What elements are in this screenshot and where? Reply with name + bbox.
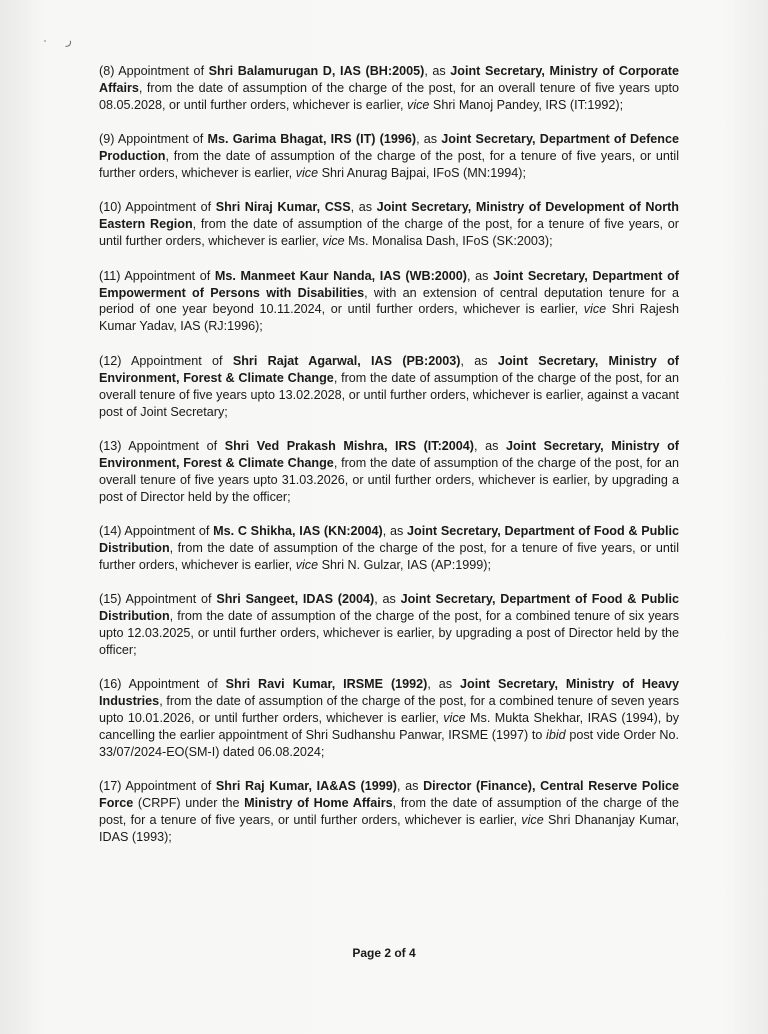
text-run: (11) Appointment of [99, 268, 215, 283]
bold-text: Ms. Garima Bhagat, IRS (IT) (1996) [207, 132, 417, 147]
text-run: , from the date of assumption of the charge of the post, for a combined tenure of six years upto 12.03.2025, or until further orders, whichever is earlier, by upgrading a post of Director held by the officer; [99, 609, 679, 657]
italic-text: vice [322, 234, 345, 249]
italic-text: vice [295, 557, 319, 572]
paragraph-16 [99, 676, 679, 761]
bold-text: Shri Ravi Kumar, IRSME (1992) [225, 677, 428, 692]
italic-text: vice [407, 97, 430, 112]
text-run: , as [382, 524, 408, 539]
text-run: , from the date of assumption of the charge of the post, for a tenure of five years, or until further orders, whichever is earlier, [99, 796, 679, 828]
bold-text: Joint Secretary, Department of Food & Public Distribution [99, 592, 679, 624]
bold-text: Joint Secretary, Department of Food & Public Distribution [99, 524, 679, 555]
text-run: Shri Rajesh Kumar Yadav, IAS (RJ:1996); [99, 302, 679, 334]
paragraph-12 [99, 353, 679, 421]
text-run: (8) Appointment of [99, 64, 209, 78]
bold-text: Ministry of Home Affairs [244, 796, 393, 811]
paragraph-13 [99, 438, 679, 506]
text-run: , as [374, 592, 401, 607]
bold-text: Ms. C Shikha, IAS (KN:2004) [213, 524, 383, 539]
text-run: , as [474, 438, 506, 453]
bold-text: Shri Raj Kumar, IA&AS (1999) [215, 779, 397, 794]
bold-text: Shri Balamurugan D, IAS (BH:2005) [208, 64, 425, 78]
italic-text: ibid [546, 728, 566, 743]
paragraph-9 [99, 131, 679, 182]
bold-text: Joint Secretary, Department of Defence Production [99, 132, 679, 164]
text-run: , as [460, 353, 498, 368]
text-run: Shri Manoj Pandey, IRS (IT:1992); [429, 97, 624, 112]
text-run: (13) Appointment of [99, 438, 225, 453]
paragraph-14 [99, 523, 679, 574]
italic-text: vice [521, 813, 544, 828]
scan-speck [44, 40, 46, 42]
text-run: post vide Order No. 33/07/2024-EO(SM-I) dated 06.08.2024; [99, 728, 680, 759]
italic-text: vice [295, 166, 319, 181]
paragraph-11 [99, 268, 679, 336]
header-mark: ر [66, 33, 72, 47]
italic-text: vice [583, 302, 607, 317]
document-body [99, 63, 679, 864]
page-number: Page 2 of 4 [352, 946, 416, 960]
text-run: Shri Anurag Bajpai, IFoS (MN:1994); [318, 166, 526, 181]
bold-text: Joint Secretary, Department of Empowerment of Persons with Disabilities [99, 268, 679, 300]
text-run: Ms. Monalisa Dash, IFoS (SK:2003); [344, 234, 553, 249]
text-run: , as [424, 64, 451, 78]
bold-text: Shri Niraj Kumar, CSS [215, 200, 351, 215]
text-run: (16) Appointment of [99, 677, 226, 692]
bold-text: Shri Sangeet, IDAS (2004) [216, 592, 375, 607]
text-run: , as [416, 132, 442, 147]
text-run: , from the date of assumption of the charge of the post, for a combined tenure of seven years upto 10.01.2026, or until further orders, whichever is earlier, [99, 694, 679, 726]
text-run: (12) Appointment of [99, 353, 233, 368]
bold-text: Director (Finance), Central Reserve Police Force [99, 779, 679, 811]
text-run: (14) Appointment of [99, 524, 214, 539]
text-run: , as [350, 200, 377, 215]
bold-text: Joint Secretary, Ministry of Environment, Forest & Climate Change [99, 438, 679, 470]
paragraph-17 [99, 778, 679, 846]
text-run: , from the date of assumption of the charge of the post, for an overall tenure of five years upto 31.03.2026, or until further orders, whichever is earlier, by upgrading a post of Director held by the officer; [99, 455, 679, 504]
text-run: , from the date of assumption of the charge of the post, for a tenure of five years, or until further orders, whichever is earlier, [99, 540, 679, 572]
text-run: (9) Appointment of [99, 132, 208, 147]
text-run: , from the date of assumption of the charge of the post, for an overall tenure of five years upto 08.05.2028, or until further orders, whichever is earlier, [99, 80, 679, 112]
italic-text: vice [443, 711, 466, 726]
bold-text: Shri Ved Prakash Mishra, IRS (IT:2004) [224, 438, 475, 453]
text-run: (17) Appointment of [99, 779, 216, 794]
text-run: (CRPF) under the [133, 796, 245, 811]
text-run: , as [427, 677, 460, 692]
text-run: (15) Appointment of [99, 592, 217, 607]
text-run: Ms. Mukta Shekhar, IRAS (1994), by cancelling the earlier appointment of Shri Sudhanshu Panwar, IRSME (1997) to [99, 711, 679, 743]
text-run: , as [467, 268, 494, 283]
bold-text: Shri Rajat Agarwal, IAS (PB:2003) [232, 353, 461, 368]
text-run: (10) Appointment of [99, 200, 216, 215]
text-run: Shri Dhananjay Kumar, IDAS (1993); [99, 813, 680, 845]
text-run: , from the date of assumption of the charge of the post, for a tenure of five years, or until further orders, whichever is earlier, [99, 217, 679, 249]
bold-text: Ms. Manmeet Kaur Nanda, IAS (WB:2000) [214, 268, 467, 283]
text-run: Shri N. Gulzar, IAS (AP:1999); [318, 557, 491, 572]
text-run: , with an extension of central deputation tenure for a period of one year beyond 10.11.2024, or until further orders, whichever is earlier, [99, 285, 680, 317]
text-run: , from the date of assumption of the charge of the post, for a tenure of five years, or until further orders, whichever is earlier, [99, 149, 679, 181]
paragraph-8 [99, 63, 679, 114]
bold-text: Joint Secretary, Ministry of Environment, Forest & Climate Change [99, 353, 679, 385]
text-run: , as [396, 779, 424, 794]
bold-text: Joint Secretary, Ministry of Heavy Industries [99, 677, 679, 709]
bold-text: Joint Secretary, Ministry of Corporate Affairs [99, 64, 679, 95]
paragraph-10 [99, 199, 679, 250]
paragraph-15 [99, 591, 679, 659]
bold-text: Joint Secretary, Ministry of Development of North Eastern Region [99, 200, 679, 232]
text-run: , from the date of assumption of the charge of the post, for an overall tenure of five years upto 13.02.2028, or until further orders, whichever is earlier, against a vacant post of Joint Secretary; [99, 370, 679, 419]
